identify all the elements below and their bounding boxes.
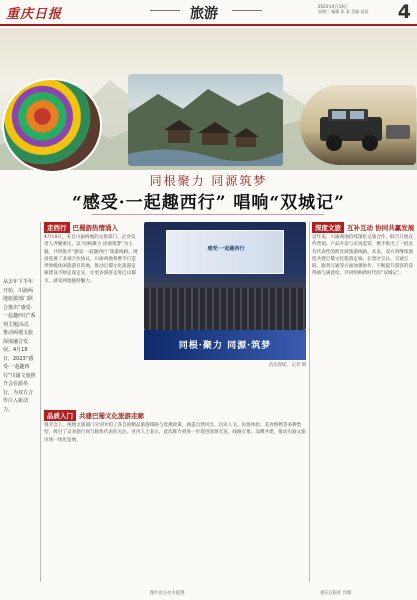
- section-tag-3: 深度文旅: [312, 222, 344, 233]
- section-body-1: 4月18日，来自川渝两地的文旅部门、企业负责人齐聚重庆，以“同根聚力 同源筑梦”为主题，共同推介“感受·一起趣西行”旅游线路。现场签署了多项合作协议，川渝两地将携手打造世界级休闲旅游目的地，推动巴蜀文化旅游走廊建设不断走深走实，让更多游客走进巴山蜀水，感受两地独特魅力。: [44, 235, 138, 284]
- issue-date: 2023年4月19日: [318, 4, 348, 9]
- section-title-3: 互补互动 协同共赢发展: [347, 224, 415, 232]
- footer-left: 图片由主办方提供: [150, 591, 185, 596]
- stage-screen-text: 感受·一起趣西行: [207, 246, 245, 252]
- section-heading-1: [44, 222, 118, 233]
- masthead: [0, 0, 417, 26]
- issue-info: [318, 4, 388, 14]
- slogan-banner: [144, 330, 306, 360]
- section-title-1: 巴蜀游热情涌入: [72, 224, 118, 232]
- section-title: 旅游: [190, 6, 218, 22]
- page-number: 4: [397, 1, 411, 23]
- section-body-3: 近年来，川渝两地持续深化文旅合作，联合开展宣传营销、产品开发与市场监管，携手推出了一批具有代表性的跨区域旅游线路。未来，双方将继续围绕共建巴蜀文化旅游走廊，在景区互认、交通互联、服务互通等方面加强协作，不断提升游客的获得感与满意度，共同唱响新时代的“双城记”。: [312, 235, 414, 277]
- audience-rows: [144, 288, 306, 330]
- headline-subtitle: 同根聚力 同源筑梦: [149, 174, 268, 188]
- flower-field-photo: [2, 78, 102, 173]
- section-rule-right: [232, 10, 262, 11]
- section-tag-1: 走西行: [44, 222, 70, 233]
- section-heading-3: [312, 222, 414, 233]
- slogan-text: 同根·聚力 同源·筑梦: [178, 341, 272, 351]
- headline-rule: [92, 214, 324, 215]
- headline-title: “感受·一起趣西行” 唱响“双城记”: [72, 193, 345, 213]
- offroad-jeep-photo: [300, 85, 416, 165]
- conference-photo: [144, 222, 306, 330]
- column-divider: [309, 222, 310, 582]
- sidebar-intro-text: 从去年下半年开始，川渝两地旅游部门联合推出“感受·一起趣西行”系列主题活动，推动两地文旅深度融合发展。4月18日，2023“感受·一起趣西行”川渝文旅推介会在渝举行，为双方合作注入新动力。: [3, 279, 36, 413]
- section-body-2: 推介会上，两地文旅部门分别介绍了各自的精品旅游线路与优惠政策，涵盖自然风光、历史人文、民俗体验、美食购物等多种类型，吸引了众多旅行商与媒体代表的关注。业内人士表示，此次推介将进一步促进客源互送、线路互推、品牌共建，推动川渝文旅市场一体化发展。: [44, 423, 306, 443]
- newspaper-logo: 重庆日报: [6, 7, 63, 22]
- photo-caption: 活动现场。 记者 摄: [268, 363, 306, 368]
- ancient-town-photo: [128, 74, 283, 166]
- stage-screen: [166, 230, 284, 274]
- footer-right: 重庆日报社 出版: [320, 591, 352, 596]
- page-footer: [0, 586, 417, 600]
- section-rule-left: [150, 10, 180, 11]
- issue-editors: 星期三 编辑 张 某 美编 某某: [318, 9, 369, 14]
- section-title-2: 共建巴蜀文化旅游走廊: [79, 412, 144, 420]
- section-heading-2: [44, 410, 144, 421]
- section-tag-2: 品质入门: [44, 410, 76, 421]
- column-divider: [40, 222, 41, 582]
